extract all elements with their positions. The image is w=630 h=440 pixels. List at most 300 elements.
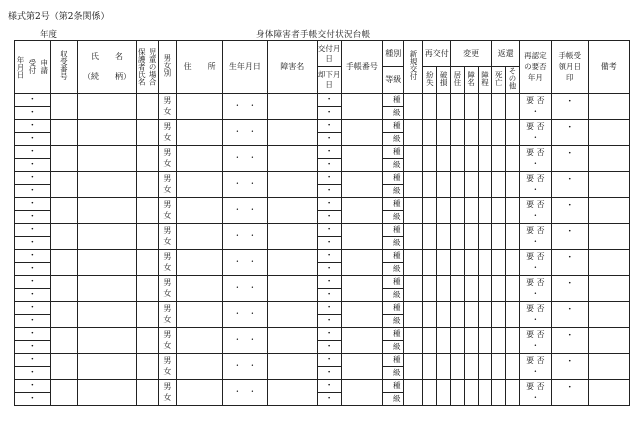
change-disability-name-cell[interactable] <box>464 249 478 275</box>
reissue-lost-cell[interactable] <box>423 171 437 197</box>
sex-cell[interactable]: 男 女 <box>158 145 177 171</box>
issue-date-cell[interactable]: ・ <box>317 275 341 288</box>
name-cell[interactable] <box>78 93 137 119</box>
address-cell[interactable] <box>177 379 223 405</box>
reissue-damaged-cell[interactable] <box>437 379 451 405</box>
name-cell[interactable] <box>78 353 137 379</box>
application-date-cell[interactable]: ・ <box>15 353 51 366</box>
change-disability-name-cell[interactable] <box>464 379 478 405</box>
reissue-damaged-cell[interactable] <box>437 93 451 119</box>
sex-cell[interactable]: 男 女 <box>158 119 177 145</box>
address-cell[interactable] <box>177 353 223 379</box>
name-cell[interactable] <box>78 379 137 405</box>
grade-cell[interactable]: 級 <box>383 340 404 353</box>
address-cell[interactable] <box>177 275 223 301</box>
grade-cell[interactable]: 級 <box>383 288 404 301</box>
application-date-cell[interactable]: ・ <box>15 288 51 301</box>
new-issue-cell[interactable] <box>404 353 423 379</box>
reissue-damaged-cell[interactable] <box>437 197 451 223</box>
return-other-cell[interactable] <box>506 119 520 145</box>
receipt-seal-cell[interactable]: ・ <box>551 275 588 301</box>
rejection-date-cell[interactable]: ・ <box>317 236 341 249</box>
receipt-seal-cell[interactable]: ・ <box>551 249 588 275</box>
rejection-date-cell[interactable]: ・ <box>317 262 341 275</box>
return-death-cell[interactable] <box>492 197 506 223</box>
application-date-cell[interactable]: ・ <box>15 145 51 158</box>
handbook-number-cell[interactable] <box>341 197 382 223</box>
handbook-number-cell[interactable] <box>341 379 382 405</box>
receipt-number-cell[interactable] <box>50 197 78 223</box>
handbook-number-cell[interactable] <box>341 301 382 327</box>
disability-cell[interactable] <box>267 223 317 249</box>
change-disability-name-cell[interactable] <box>464 301 478 327</box>
rejection-date-cell[interactable]: ・ <box>317 158 341 171</box>
change-residence-cell[interactable] <box>451 197 465 223</box>
handbook-number-cell[interactable] <box>341 327 382 353</box>
receipt-seal-cell[interactable]: ・ <box>551 379 588 405</box>
return-other-cell[interactable] <box>506 249 520 275</box>
change-residence-cell[interactable] <box>451 249 465 275</box>
change-disability-name-cell[interactable] <box>464 197 478 223</box>
recertification-cell[interactable]: 要 否 ・ <box>519 249 551 275</box>
grade-cell[interactable]: 級 <box>383 314 404 327</box>
new-issue-cell[interactable] <box>404 197 423 223</box>
sex-cell[interactable]: 男 女 <box>158 327 177 353</box>
grade-cell[interactable]: 級 <box>383 366 404 379</box>
change-disability-degree-cell[interactable] <box>478 171 492 197</box>
reissue-lost-cell[interactable] <box>423 275 437 301</box>
kind-cell[interactable]: 種 <box>383 223 404 236</box>
receipt-number-cell[interactable] <box>50 223 78 249</box>
reissue-lost-cell[interactable] <box>423 249 437 275</box>
address-cell[interactable] <box>177 197 223 223</box>
reissue-damaged-cell[interactable] <box>437 223 451 249</box>
sex-cell[interactable]: 男 女 <box>158 93 177 119</box>
address-cell[interactable] <box>177 171 223 197</box>
receipt-seal-cell[interactable]: ・ <box>551 223 588 249</box>
return-other-cell[interactable] <box>506 145 520 171</box>
receipt-number-cell[interactable] <box>50 353 78 379</box>
change-disability-degree-cell[interactable] <box>478 93 492 119</box>
change-residence-cell[interactable] <box>451 93 465 119</box>
name-cell[interactable] <box>78 119 137 145</box>
return-other-cell[interactable] <box>506 353 520 379</box>
application-date-cell[interactable]: ・ <box>15 249 51 262</box>
return-other-cell[interactable] <box>506 327 520 353</box>
receipt-number-cell[interactable] <box>50 249 78 275</box>
new-issue-cell[interactable] <box>404 327 423 353</box>
receipt-number-cell[interactable] <box>50 275 78 301</box>
change-disability-degree-cell[interactable] <box>478 249 492 275</box>
return-other-cell[interactable] <box>506 171 520 197</box>
application-date-cell[interactable]: ・ <box>15 314 51 327</box>
application-date-cell[interactable]: ・ <box>15 106 51 119</box>
application-date-cell[interactable]: ・ <box>15 301 51 314</box>
issue-date-cell[interactable]: ・ <box>317 249 341 262</box>
receipt-seal-cell[interactable]: ・ <box>551 197 588 223</box>
address-cell[interactable] <box>177 119 223 145</box>
sex-cell[interactable]: 男 女 <box>158 379 177 405</box>
application-date-cell[interactable]: ・ <box>15 184 51 197</box>
return-death-cell[interactable] <box>492 379 506 405</box>
kind-cell[interactable]: 種 <box>383 249 404 262</box>
guardian-cell[interactable] <box>136 249 158 275</box>
name-cell[interactable] <box>78 249 137 275</box>
handbook-number-cell[interactable] <box>341 93 382 119</box>
rejection-date-cell[interactable]: ・ <box>317 392 341 405</box>
recertification-cell[interactable]: 要 否 ・ <box>519 301 551 327</box>
receipt-number-cell[interactable] <box>50 119 78 145</box>
kind-cell[interactable]: 種 <box>383 327 404 340</box>
recertification-cell[interactable]: 要 否 ・ <box>519 379 551 405</box>
address-cell[interactable] <box>177 145 223 171</box>
return-death-cell[interactable] <box>492 119 506 145</box>
return-death-cell[interactable] <box>492 93 506 119</box>
reissue-lost-cell[interactable] <box>423 301 437 327</box>
application-date-cell[interactable]: ・ <box>15 197 51 210</box>
address-cell[interactable] <box>177 327 223 353</box>
change-disability-degree-cell[interactable] <box>478 145 492 171</box>
handbook-number-cell[interactable] <box>341 223 382 249</box>
application-date-cell[interactable]: ・ <box>15 236 51 249</box>
new-issue-cell[interactable] <box>404 301 423 327</box>
recertification-cell[interactable]: 要 否 ・ <box>519 327 551 353</box>
change-disability-name-cell[interactable] <box>464 275 478 301</box>
receipt-number-cell[interactable] <box>50 379 78 405</box>
return-death-cell[interactable] <box>492 353 506 379</box>
receipt-number-cell[interactable] <box>50 171 78 197</box>
guardian-cell[interactable] <box>136 301 158 327</box>
sex-cell[interactable]: 男 女 <box>158 353 177 379</box>
receipt-number-cell[interactable] <box>50 93 78 119</box>
grade-cell[interactable]: 級 <box>383 262 404 275</box>
reissue-damaged-cell[interactable] <box>437 353 451 379</box>
disability-cell[interactable] <box>267 353 317 379</box>
receipt-seal-cell[interactable]: ・ <box>551 301 588 327</box>
application-date-cell[interactable]: ・ <box>15 171 51 184</box>
change-disability-degree-cell[interactable] <box>478 327 492 353</box>
guardian-cell[interactable] <box>136 197 158 223</box>
sex-cell[interactable]: 男 女 <box>158 249 177 275</box>
sex-cell[interactable]: 男 女 <box>158 301 177 327</box>
birthdate-cell[interactable]: ・ ・ <box>223 327 268 353</box>
change-disability-degree-cell[interactable] <box>478 353 492 379</box>
name-cell[interactable] <box>78 145 137 171</box>
application-date-cell[interactable]: ・ <box>15 327 51 340</box>
reissue-damaged-cell[interactable] <box>437 171 451 197</box>
guardian-cell[interactable] <box>136 223 158 249</box>
return-other-cell[interactable] <box>506 275 520 301</box>
change-residence-cell[interactable] <box>451 171 465 197</box>
reissue-damaged-cell[interactable] <box>437 301 451 327</box>
return-death-cell[interactable] <box>492 327 506 353</box>
issue-date-cell[interactable]: ・ <box>317 145 341 158</box>
disability-cell[interactable] <box>267 171 317 197</box>
change-residence-cell[interactable] <box>451 119 465 145</box>
application-date-cell[interactable]: ・ <box>15 392 51 405</box>
address-cell[interactable] <box>177 301 223 327</box>
return-death-cell[interactable] <box>492 249 506 275</box>
reissue-lost-cell[interactable] <box>423 119 437 145</box>
reissue-lost-cell[interactable] <box>423 223 437 249</box>
grade-cell[interactable]: 級 <box>383 392 404 405</box>
change-residence-cell[interactable] <box>451 275 465 301</box>
rejection-date-cell[interactable]: ・ <box>317 314 341 327</box>
recertification-cell[interactable]: 要 否 ・ <box>519 145 551 171</box>
recertification-cell[interactable]: 要 否 ・ <box>519 119 551 145</box>
remarks-cell[interactable] <box>588 119 629 145</box>
application-date-cell[interactable]: ・ <box>15 223 51 236</box>
new-issue-cell[interactable] <box>404 223 423 249</box>
receipt-seal-cell[interactable]: ・ <box>551 353 588 379</box>
grade-cell[interactable]: 級 <box>383 184 404 197</box>
return-death-cell[interactable] <box>492 145 506 171</box>
new-issue-cell[interactable] <box>404 249 423 275</box>
rejection-date-cell[interactable]: ・ <box>317 288 341 301</box>
change-disability-name-cell[interactable] <box>464 171 478 197</box>
return-other-cell[interactable] <box>506 223 520 249</box>
birthdate-cell[interactable]: ・ ・ <box>223 145 268 171</box>
grade-cell[interactable]: 級 <box>383 236 404 249</box>
rejection-date-cell[interactable]: ・ <box>317 106 341 119</box>
birthdate-cell[interactable]: ・ ・ <box>223 301 268 327</box>
reissue-damaged-cell[interactable] <box>437 327 451 353</box>
remarks-cell[interactable] <box>588 275 629 301</box>
name-cell[interactable] <box>78 327 137 353</box>
name-cell[interactable] <box>78 301 137 327</box>
disability-cell[interactable] <box>267 327 317 353</box>
remarks-cell[interactable] <box>588 223 629 249</box>
grade-cell[interactable]: 級 <box>383 106 404 119</box>
birthdate-cell[interactable]: ・ ・ <box>223 249 268 275</box>
new-issue-cell[interactable] <box>404 93 423 119</box>
change-disability-degree-cell[interactable] <box>478 275 492 301</box>
change-residence-cell[interactable] <box>451 379 465 405</box>
return-death-cell[interactable] <box>492 171 506 197</box>
remarks-cell[interactable] <box>588 353 629 379</box>
kind-cell[interactable]: 種 <box>383 301 404 314</box>
birthdate-cell[interactable]: ・ ・ <box>223 275 268 301</box>
kind-cell[interactable]: 種 <box>383 93 404 106</box>
return-other-cell[interactable] <box>506 301 520 327</box>
recertification-cell[interactable]: 要 否 ・ <box>519 93 551 119</box>
kind-cell[interactable]: 種 <box>383 197 404 210</box>
birthdate-cell[interactable]: ・ ・ <box>223 119 268 145</box>
kind-cell[interactable]: 種 <box>383 379 404 392</box>
disability-cell[interactable] <box>267 275 317 301</box>
new-issue-cell[interactable] <box>404 145 423 171</box>
receipt-number-cell[interactable] <box>50 327 78 353</box>
birthdate-cell[interactable]: ・ ・ <box>223 197 268 223</box>
return-other-cell[interactable] <box>506 93 520 119</box>
new-issue-cell[interactable] <box>404 119 423 145</box>
disability-cell[interactable] <box>267 301 317 327</box>
return-death-cell[interactable] <box>492 223 506 249</box>
change-disability-degree-cell[interactable] <box>478 197 492 223</box>
return-other-cell[interactable] <box>506 197 520 223</box>
name-cell[interactable] <box>78 223 137 249</box>
sex-cell[interactable]: 男 女 <box>158 223 177 249</box>
recertification-cell[interactable]: 要 否 ・ <box>519 197 551 223</box>
rejection-date-cell[interactable]: ・ <box>317 132 341 145</box>
change-disability-degree-cell[interactable] <box>478 379 492 405</box>
disability-cell[interactable] <box>267 197 317 223</box>
grade-cell[interactable]: 級 <box>383 210 404 223</box>
disability-cell[interactable] <box>267 145 317 171</box>
address-cell[interactable] <box>177 93 223 119</box>
guardian-cell[interactable] <box>136 119 158 145</box>
birthdate-cell[interactable]: ・ ・ <box>223 223 268 249</box>
reissue-lost-cell[interactable] <box>423 93 437 119</box>
name-cell[interactable] <box>78 171 137 197</box>
application-date-cell[interactable]: ・ <box>15 340 51 353</box>
recertification-cell[interactable]: 要 否 ・ <box>519 223 551 249</box>
address-cell[interactable] <box>177 249 223 275</box>
remarks-cell[interactable] <box>588 171 629 197</box>
remarks-cell[interactable] <box>588 249 629 275</box>
handbook-number-cell[interactable] <box>341 171 382 197</box>
receipt-seal-cell[interactable]: ・ <box>551 119 588 145</box>
return-other-cell[interactable] <box>506 379 520 405</box>
sex-cell[interactable]: 男 女 <box>158 275 177 301</box>
birthdate-cell[interactable]: ・ ・ <box>223 353 268 379</box>
change-disability-name-cell[interactable] <box>464 223 478 249</box>
handbook-number-cell[interactable] <box>341 119 382 145</box>
kind-cell[interactable]: 種 <box>383 353 404 366</box>
birthdate-cell[interactable]: ・ ・ <box>223 93 268 119</box>
receipt-number-cell[interactable] <box>50 301 78 327</box>
kind-cell[interactable]: 種 <box>383 145 404 158</box>
issue-date-cell[interactable]: ・ <box>317 327 341 340</box>
change-disability-name-cell[interactable] <box>464 353 478 379</box>
rejection-date-cell[interactable]: ・ <box>317 210 341 223</box>
new-issue-cell[interactable] <box>404 379 423 405</box>
kind-cell[interactable]: 種 <box>383 119 404 132</box>
change-disability-degree-cell[interactable] <box>478 119 492 145</box>
grade-cell[interactable]: 級 <box>383 158 404 171</box>
guardian-cell[interactable] <box>136 171 158 197</box>
sex-cell[interactable]: 男 女 <box>158 171 177 197</box>
name-cell[interactable] <box>78 275 137 301</box>
recertification-cell[interactable]: 要 否 ・ <box>519 353 551 379</box>
receipt-seal-cell[interactable]: ・ <box>551 93 588 119</box>
rejection-date-cell[interactable]: ・ <box>317 184 341 197</box>
handbook-number-cell[interactable] <box>341 145 382 171</box>
change-disability-name-cell[interactable] <box>464 119 478 145</box>
remarks-cell[interactable] <box>588 301 629 327</box>
application-date-cell[interactable]: ・ <box>15 158 51 171</box>
application-date-cell[interactable]: ・ <box>15 262 51 275</box>
kind-cell[interactable]: 種 <box>383 171 404 184</box>
guardian-cell[interactable] <box>136 145 158 171</box>
reissue-lost-cell[interactable] <box>423 379 437 405</box>
rejection-date-cell[interactable]: ・ <box>317 366 341 379</box>
issue-date-cell[interactable]: ・ <box>317 197 341 210</box>
remarks-cell[interactable] <box>588 379 629 405</box>
change-residence-cell[interactable] <box>451 223 465 249</box>
change-residence-cell[interactable] <box>451 327 465 353</box>
change-residence-cell[interactable] <box>451 301 465 327</box>
application-date-cell[interactable]: ・ <box>15 379 51 392</box>
reissue-lost-cell[interactable] <box>423 197 437 223</box>
remarks-cell[interactable] <box>588 93 629 119</box>
application-date-cell[interactable]: ・ <box>15 93 51 106</box>
reissue-damaged-cell[interactable] <box>437 249 451 275</box>
new-issue-cell[interactable] <box>404 275 423 301</box>
application-date-cell[interactable]: ・ <box>15 132 51 145</box>
return-death-cell[interactable] <box>492 275 506 301</box>
sex-cell[interactable]: 男 女 <box>158 197 177 223</box>
guardian-cell[interactable] <box>136 379 158 405</box>
issue-date-cell[interactable]: ・ <box>317 171 341 184</box>
receipt-number-cell[interactable] <box>50 145 78 171</box>
disability-cell[interactable] <box>267 379 317 405</box>
reissue-damaged-cell[interactable] <box>437 275 451 301</box>
receipt-seal-cell[interactable]: ・ <box>551 171 588 197</box>
birthdate-cell[interactable]: ・ ・ <box>223 379 268 405</box>
reissue-lost-cell[interactable] <box>423 353 437 379</box>
guardian-cell[interactable] <box>136 327 158 353</box>
new-issue-cell[interactable] <box>404 171 423 197</box>
guardian-cell[interactable] <box>136 275 158 301</box>
disability-cell[interactable] <box>267 93 317 119</box>
application-date-cell[interactable]: ・ <box>15 366 51 379</box>
issue-date-cell[interactable]: ・ <box>317 379 341 392</box>
change-residence-cell[interactable] <box>451 145 465 171</box>
issue-date-cell[interactable]: ・ <box>317 119 341 132</box>
rejection-date-cell[interactable]: ・ <box>317 340 341 353</box>
remarks-cell[interactable] <box>588 145 629 171</box>
guardian-cell[interactable] <box>136 353 158 379</box>
disability-cell[interactable] <box>267 119 317 145</box>
reissue-damaged-cell[interactable] <box>437 119 451 145</box>
recertification-cell[interactable]: 要 否 ・ <box>519 275 551 301</box>
return-death-cell[interactable] <box>492 301 506 327</box>
remarks-cell[interactable] <box>588 327 629 353</box>
application-date-cell[interactable]: ・ <box>15 210 51 223</box>
issue-date-cell[interactable]: ・ <box>317 223 341 236</box>
application-date-cell[interactable]: ・ <box>15 275 51 288</box>
remarks-cell[interactable] <box>588 197 629 223</box>
reissue-lost-cell[interactable] <box>423 327 437 353</box>
application-date-cell[interactable]: ・ <box>15 119 51 132</box>
handbook-number-cell[interactable] <box>341 353 382 379</box>
receipt-seal-cell[interactable]: ・ <box>551 145 588 171</box>
recertification-cell[interactable]: 要 否 ・ <box>519 171 551 197</box>
reissue-lost-cell[interactable] <box>423 145 437 171</box>
issue-date-cell[interactable]: ・ <box>317 93 341 106</box>
handbook-number-cell[interactable] <box>341 275 382 301</box>
issue-date-cell[interactable]: ・ <box>317 301 341 314</box>
grade-cell[interactable]: 級 <box>383 132 404 145</box>
change-disability-name-cell[interactable] <box>464 93 478 119</box>
change-residence-cell[interactable] <box>451 353 465 379</box>
change-disability-name-cell[interactable] <box>464 145 478 171</box>
guardian-cell[interactable] <box>136 93 158 119</box>
name-cell[interactable] <box>78 197 137 223</box>
kind-cell[interactable]: 種 <box>383 275 404 288</box>
change-disability-name-cell[interactable] <box>464 327 478 353</box>
issue-date-cell[interactable]: ・ <box>317 353 341 366</box>
address-cell[interactable] <box>177 223 223 249</box>
change-disability-degree-cell[interactable] <box>478 301 492 327</box>
receipt-seal-cell[interactable]: ・ <box>551 327 588 353</box>
handbook-number-cell[interactable] <box>341 249 382 275</box>
birthdate-cell[interactable]: ・ ・ <box>223 171 268 197</box>
disability-cell[interactable] <box>267 249 317 275</box>
reissue-damaged-cell[interactable] <box>437 145 451 171</box>
change-disability-degree-cell[interactable] <box>478 223 492 249</box>
